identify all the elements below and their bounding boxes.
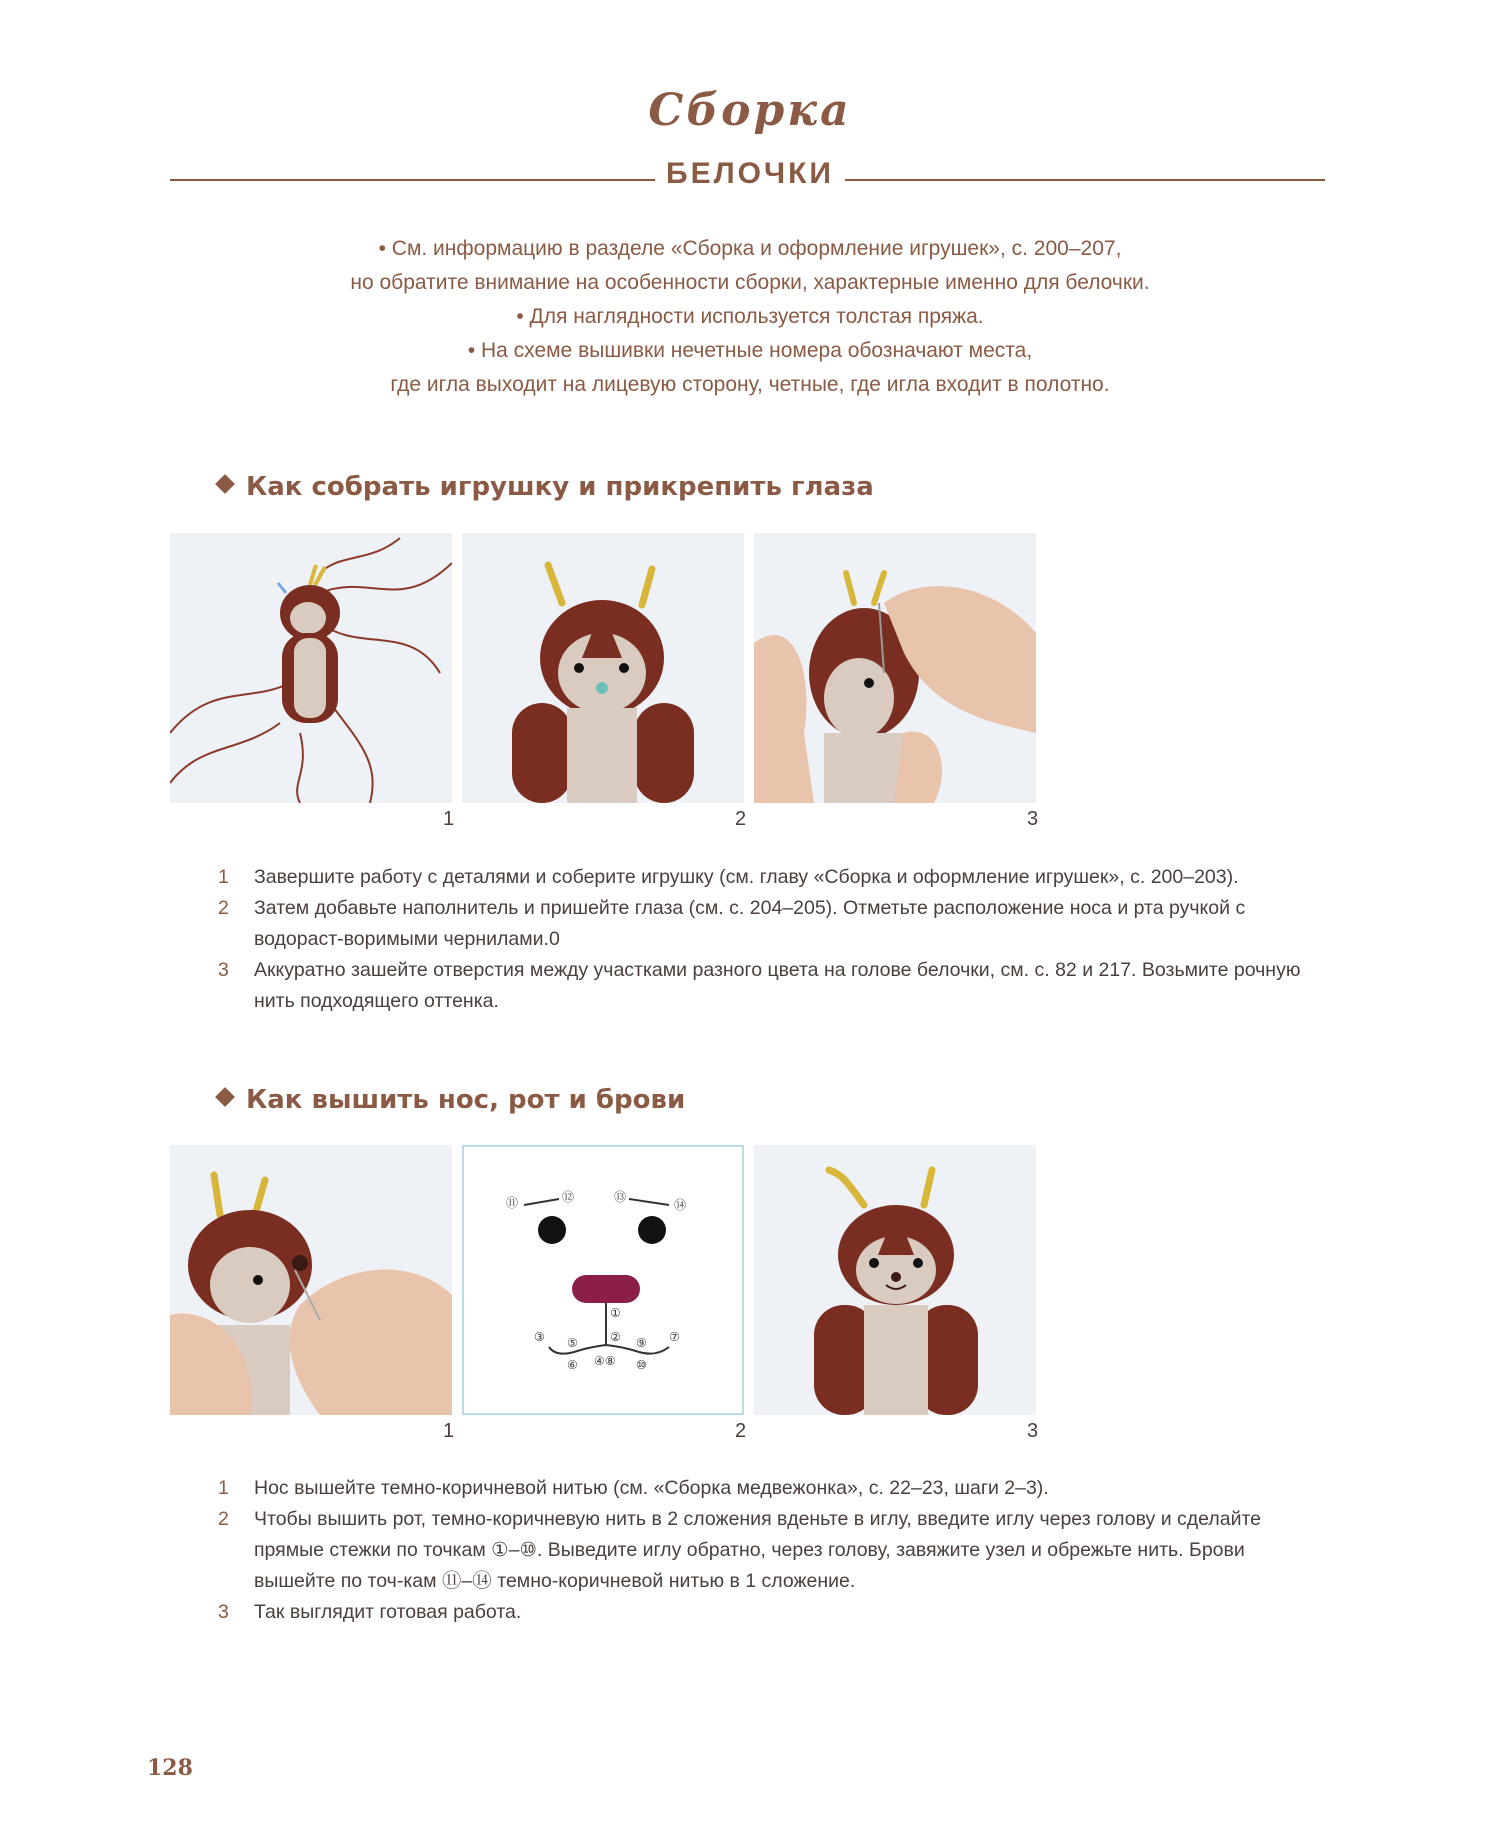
step-text: Нос вышейте темно-коричневой нитью (см. «Сборка медвежонка», с. 22–23, шаги 2–3). — [254, 1477, 1049, 1499]
step-text: Аккуратно зашейте отверстия между участками разного цвета на голове белочки, см. с. 82 и 217. Возьмите рочную нить подходящего оттенка. — [254, 959, 1301, 1012]
section-heading-text: Как собрать игрушку и прикрепить глаза — [246, 472, 874, 502]
step-number: 1 — [218, 1477, 229, 1499]
diagram-label-4-8: ④⑧ — [594, 1354, 616, 1368]
diagram-label-7: ⑦ — [669, 1330, 680, 1344]
diagram-label-10: ⑩ — [636, 1358, 647, 1372]
caption-assembly-1: 1 — [443, 808, 455, 830]
step-text: Затем добавьте наполнитель и пришейте глаза (см. с. 204–205). Отметьте расположение носа и рта ручкой с водораст-воримыми чернилами.0 — [254, 897, 1246, 950]
intro-line: где игла выходит на лицевую сторону, четные, где игла входит в полотно. — [390, 373, 1110, 396]
list-item — [218, 893, 1326, 955]
intro-line: • На схеме вышивки нечетные номера обозначают места, — [467, 339, 1033, 362]
intro-line: • См. информацию в разделе «Сборка и оформление игрушек», с. 200–207, — [378, 237, 1122, 260]
caption-embroidery-2: 2 — [735, 1420, 747, 1442]
section-heading-assembly — [218, 472, 874, 502]
diamond-bullet-icon — [215, 1087, 235, 1107]
step-number: 2 — [218, 897, 229, 919]
photo-embroidery-step-3 — [754, 1145, 1036, 1415]
page-number: 128 — [147, 1755, 193, 1781]
list-item — [218, 862, 1326, 893]
section-heading-text: Как вышить нос, рот и брови — [246, 1085, 686, 1115]
diagram-label-9: ⑨ — [636, 1336, 647, 1350]
caption-embroidery-3: 3 — [1027, 1420, 1039, 1442]
intro-line: но обратите внимание на особенности сборки, характерные именно для белочки. — [350, 271, 1150, 294]
list-item — [218, 1597, 1326, 1628]
title-rule-right — [845, 179, 1325, 181]
diagram-label-6: ⑥ — [567, 1358, 578, 1372]
diagram-label-11: ⑪ — [506, 1196, 519, 1210]
photo-assembly-step-2 — [462, 533, 744, 803]
caption-embroidery-1: 1 — [443, 1420, 455, 1442]
section-heading-embroidery — [218, 1085, 685, 1115]
diagram-label-13: ⑬ — [614, 1190, 627, 1204]
step-number: 3 — [218, 959, 229, 981]
step-number: 1 — [218, 866, 229, 888]
photo-embroidery-step-1 — [170, 1145, 452, 1415]
caption-assembly-3: 3 — [1027, 808, 1039, 830]
embroidery-diagram — [462, 1145, 744, 1415]
diagram-label-12: ⑫ — [562, 1190, 575, 1204]
diagram-label-5: ⑤ — [567, 1336, 578, 1350]
list-item — [218, 955, 1326, 1017]
photo-row-embroidery — [170, 1145, 1036, 1415]
step-text: Так выглядит готовая работа. — [254, 1601, 522, 1623]
step-text: Завершите работу с деталями и соберите игрушку (см. главу «Сборка и оформление игрушек», с. 200–203). — [254, 866, 1239, 888]
photo-row-assembly — [170, 533, 1036, 803]
page-subtitle: БЕЛОЧКИ — [666, 157, 834, 190]
list-item — [218, 1473, 1326, 1504]
caption-assembly-2: 2 — [735, 808, 747, 830]
diagram-label-2: ② — [610, 1330, 621, 1344]
diagram-label-14: ⑭ — [674, 1198, 687, 1212]
diamond-bullet-icon — [215, 474, 235, 494]
page-title: Сборка — [648, 85, 852, 136]
steps-list-assembly — [218, 862, 1326, 1017]
step-text: Чтобы вышить рот, темно-коричневую нить в 2 сложения вденьте в иглу, введите иглу через голову и сделайте прямые стежки по точкам ①–⑩. Выведите иглу обратно, через голову, завяжите узел и обрежьте нить. Брови вышейте по точ-кам ⑪–⑭ темно-коричневой нитью в 1 сложение. — [254, 1508, 1262, 1592]
diagram-label-3: ③ — [534, 1330, 545, 1344]
step-number: 2 — [218, 1508, 229, 1530]
photo-assembly-step-1 — [170, 533, 452, 803]
embroidery-diagram-svg — [464, 1147, 742, 1413]
intro-notes — [170, 232, 1330, 402]
list-item — [218, 1504, 1326, 1597]
photo-assembly-step-3 — [754, 533, 1036, 803]
steps-list-embroidery — [218, 1473, 1326, 1628]
diagram-label-1: ① — [610, 1306, 621, 1320]
step-number: 3 — [218, 1601, 229, 1623]
intro-line: • Для наглядности используется толстая пряжа. — [516, 305, 984, 328]
